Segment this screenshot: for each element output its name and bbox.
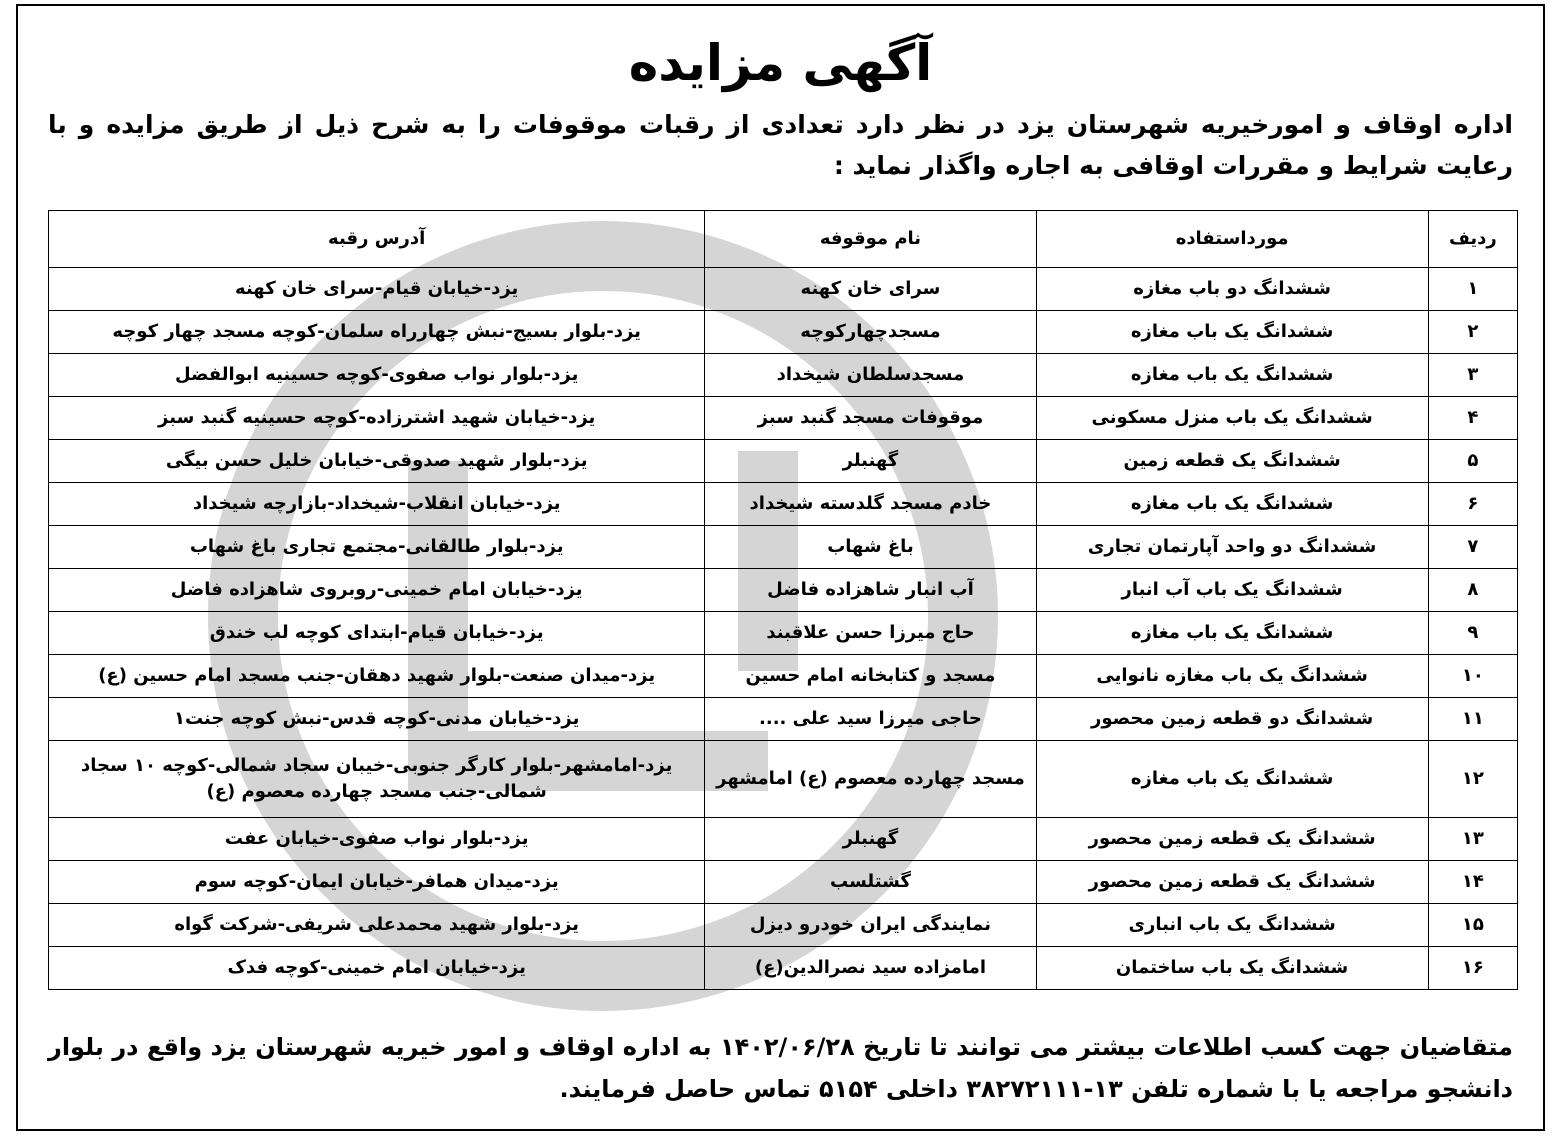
notice-frame <box>16 4 1545 1131</box>
row-address: یزد-بلوار شهید محمدعلی شریفی-شرکت گواه <box>49 904 705 947</box>
table-row <box>49 526 1518 569</box>
row-usage: ششدانگ یک باب منزل مسکونی <box>1036 397 1428 440</box>
row-address: یزد-امامشهر-بلوار کارگر جنوبی-خیبان سجاد شمالی-کوچه ۱۰ سجاد شمالی-جنب مسجد چهارده معصوم (ع) <box>49 741 705 818</box>
row-address: یزد-خیابان شهید اشترزاده-کوچه حسینیه گنبد سبز <box>49 397 705 440</box>
row-endowment-name: امامزاده سید نصرالدین(ع) <box>705 947 1036 990</box>
row-number: ۱۱ <box>1428 698 1517 741</box>
row-endowment-name: مسجد و کتابخانه امام حسین <box>705 655 1036 698</box>
table-row <box>49 311 1518 354</box>
row-usage: ششدانگ یک باب آب انبار <box>1036 569 1428 612</box>
row-address: یزد-خیابان انقلاب-شیخداد-بازارچه شیخداد <box>49 483 705 526</box>
row-usage: ششدانگ یک باب مغازه <box>1036 483 1428 526</box>
row-endowment-name: نمایندگی ایران خودرو دیزل <box>705 904 1036 947</box>
row-address: یزد-بلوار شهید صدوقی-خیابان خلیل حسن بیگی <box>49 440 705 483</box>
row-number: ۵ <box>1428 440 1517 483</box>
row-address: یزد-خیابان امام خمینی-روبروی شاهزاده فاضل <box>49 569 705 612</box>
row-number: ۷ <box>1428 526 1517 569</box>
table-row <box>49 397 1518 440</box>
table-row <box>49 947 1518 990</box>
row-endowment-name: حاج میرزا حسن علاقبند <box>705 612 1036 655</box>
row-number: ۸ <box>1428 569 1517 612</box>
table-row <box>49 818 1518 861</box>
intro-paragraph: اداره اوقاف و امورخیریه شهرستان یزد در نظر دارد تعدادی از رقبات موقوفات را به شرح ذیل از طریق مزایده و با رعایت شرایط و مقررات اوقافی به اجاره واگذار نماید : <box>48 110 1513 180</box>
row-endowment-name: مسجدسلطان شیخداد <box>705 354 1036 397</box>
footer-paragraph: متقاضیان جهت کسب اطلاعات بیشتر می توانند تا تاریخ ۱۴۰۲/۰۶/۲۸ به اداره اوقاف و امور خیریه شهرستان یزد واقع در بلوار دانشجو مراجعه یا با شماره تلفن ۱۳-۳۸۲۷۲۱۱۱ داخلی ۵۱۵۴ تماس حاصل فرمایند. <box>48 1033 1514 1103</box>
row-usage: ششدانگ دو باب مغازه <box>1036 268 1428 311</box>
row-number: ۹ <box>1428 612 1517 655</box>
row-number: ۶ <box>1428 483 1517 526</box>
table-row <box>49 904 1518 947</box>
row-usage: ششدانگ یک باب ساختمان <box>1036 947 1428 990</box>
row-address: یزد-بلوار بسیج-نبش چهارراه سلمان-کوچه مسجد چهار کوچه <box>49 311 705 354</box>
properties-table <box>48 210 1518 990</box>
row-address: یزد-میدان همافر-خیابان ایمان-کوچه سوم <box>49 861 705 904</box>
row-number: ۱۲ <box>1428 741 1517 818</box>
table-row <box>49 698 1518 741</box>
row-address: یزد-خیابان قیام-سرای خان کهنه <box>49 268 705 311</box>
row-endowment-name: گهنبلر <box>705 440 1036 483</box>
row-number: ۱۶ <box>1428 947 1517 990</box>
row-number: ۲ <box>1428 311 1517 354</box>
table-row <box>49 354 1518 397</box>
header-usage: مورداستفاده <box>1036 211 1428 268</box>
row-address: یزد-میدان صنعت-بلوار شهید دهقان-جنب مسجد امام حسین (ع) <box>49 655 705 698</box>
table-row <box>49 483 1518 526</box>
row-address: یزد-خیابان قیام-ابتدای کوچه لب خندق <box>49 612 705 655</box>
row-endowment-name: خادم مسجد گلدسته شیخداد <box>705 483 1036 526</box>
table-row <box>49 861 1518 904</box>
table-row <box>49 741 1518 818</box>
row-usage: ششدانگ یک قطعه زمین <box>1036 440 1428 483</box>
table-row <box>49 612 1518 655</box>
row-address: یزد-خیابان مدنی-کوچه قدس-نبش کوچه جنت۱ <box>49 698 705 741</box>
table-row <box>49 569 1518 612</box>
row-usage: ششدانگ یک باب مغازه <box>1036 354 1428 397</box>
row-usage: ششدانگ یک قطعه زمین محصور <box>1036 861 1428 904</box>
row-endowment-name: مسجد چهارده معصوم (ع) امامشهر <box>705 741 1036 818</box>
row-usage: ششدانگ یک باب مغازه <box>1036 612 1428 655</box>
table-row <box>49 440 1518 483</box>
row-number: ۱۵ <box>1428 904 1517 947</box>
row-number: ۱ <box>1428 268 1517 311</box>
header-row-number: ردیف <box>1428 211 1517 268</box>
row-endowment-name: سرای خان کهنه <box>705 268 1036 311</box>
row-address: یزد-بلوار نواب صفوی-کوچه حسینیه ابوالفضل <box>49 354 705 397</box>
row-endowment-name: حاجی میرزا سید علی .... <box>705 698 1036 741</box>
row-number: ۱۰ <box>1428 655 1517 698</box>
row-address: یزد-بلوار طالقانی-مجتمع تجاری باغ شهاب <box>49 526 705 569</box>
row-usage: ششدانگ یک باب مغازه نانوایی <box>1036 655 1428 698</box>
row-usage: ششدانگ یک باب مغازه <box>1036 311 1428 354</box>
notice-title: آگهی مزایده <box>628 34 933 92</box>
row-usage: ششدانگ دو واحد آپارتمان تجاری <box>1036 526 1428 569</box>
row-usage: ششدانگ یک باب انباری <box>1036 904 1428 947</box>
row-address: یزد-بلوار نواب صفوی-خیابان عفت <box>49 818 705 861</box>
row-endowment-name: مسجدچهارکوچه <box>705 311 1036 354</box>
table-row <box>49 655 1518 698</box>
row-endowment-name: گهنبلر <box>705 818 1036 861</box>
row-usage: ششدانگ یک باب مغازه <box>1036 741 1428 818</box>
table-header-row <box>49 211 1518 268</box>
row-endowment-name: آب انبار شاهزاده فاضل <box>705 569 1036 612</box>
row-usage: ششدانگ یک قطعه زمین محصور <box>1036 818 1428 861</box>
header-address: آدرس رقبه <box>49 211 705 268</box>
table-row <box>49 268 1518 311</box>
row-number: ۳ <box>1428 354 1517 397</box>
row-endowment-name: گشتلسب <box>705 861 1036 904</box>
row-number: ۴ <box>1428 397 1517 440</box>
row-address: یزد-خیابان امام خمینی-کوچه فدک <box>49 947 705 990</box>
row-number: ۱۴ <box>1428 861 1517 904</box>
header-endowment-name: نام موقوفه <box>705 211 1036 268</box>
row-usage: ششدانگ دو قطعه زمین محصور <box>1036 698 1428 741</box>
row-endowment-name: باغ شهاب <box>705 526 1036 569</box>
row-number: ۱۳ <box>1428 818 1517 861</box>
row-endowment-name: موقوفات مسجد گنبد سبز <box>705 397 1036 440</box>
